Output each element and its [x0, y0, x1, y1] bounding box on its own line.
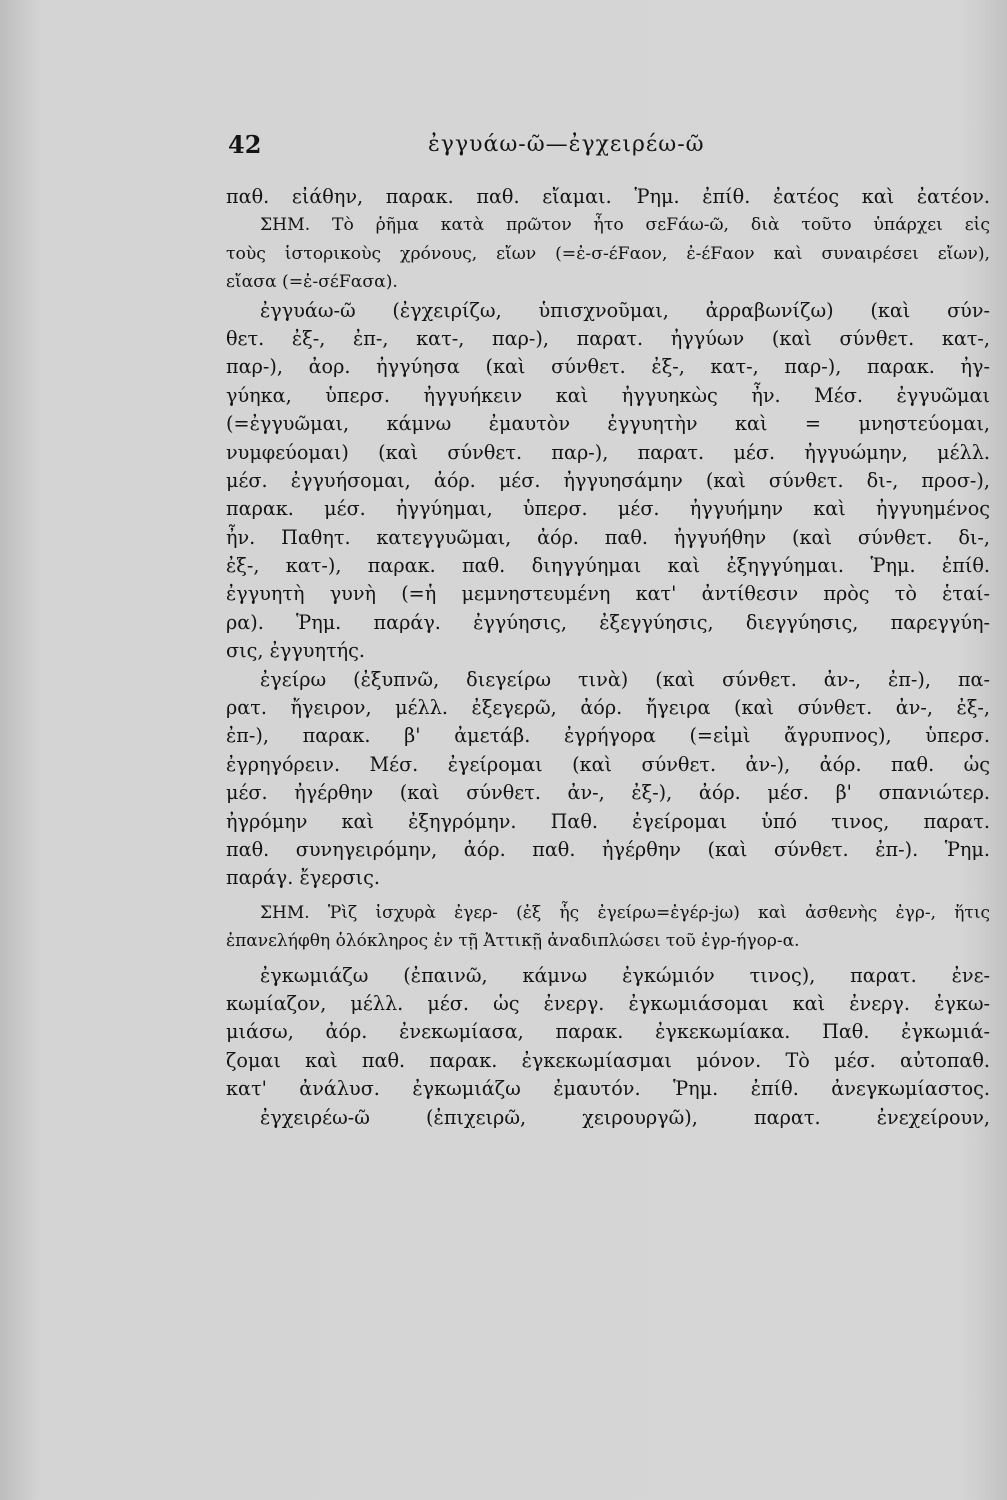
- text-line: ἠγρόμην καὶ ἐξηγρόμην. Παθ. ἐγείρομαι ὑπό τινος, παρατ.: [226, 809, 990, 833]
- note-2: [226, 899, 990, 956]
- text-line: ἐγρηγόρειν. Μέσ. ἐγείρομαι (καὶ σύνθετ. ἀν-), ἀόρ. παθ. ὡς: [226, 752, 990, 776]
- text-line: σις, ἐγγυητής.: [226, 639, 365, 663]
- text-line: εἴασα (=ἐ-σέFασα).: [226, 272, 398, 293]
- text-line: ἐγκωμιάζω (ἐπαινῶ, κάμνω ἐγκώμιόν τινος), παρατ. ἐνε-: [260, 963, 990, 987]
- text-line: τοὺς ἱστορικοὺς χρόνους, εἴων (=ἐ-σ-έFαον, ἐ-έFαον καὶ συναιρέσει εἴων),: [226, 243, 990, 264]
- text-line: παθ. συνηγειρόμην, ἀόρ. παθ. ἠγέρθην (καὶ σύνθετ. ἐπ-). Ῥημ.: [226, 837, 990, 861]
- text-line: παθ. εἰάθην, παρακ. παθ. εἴαμαι. Ῥημ. ἐπίθ. ἐατέος καὶ ἐατέον.: [226, 185, 990, 208]
- text-line: (=ἐγγυῶμαι, κάμνω ἐμαυτὸν ἐγγυητὴν καὶ = μνηστεύομαι,: [226, 412, 990, 436]
- text-line: ρα). Ῥημ. παράγ. ἐγγύησις, ἐξεγγύησις, διεγγύησις, παρεγγύη-: [226, 610, 990, 634]
- running-title: ἐγγυάω-ῶ—ἐγχειρέω-ῶ: [428, 132, 705, 157]
- entry-continuation: [226, 183, 990, 211]
- text-line: ἐγείρω (ἐξυπνῶ, διεγείρω τινὰ) (καὶ σύνθετ. ἀν-, ἐπ-), πα-: [260, 667, 990, 691]
- text-line: ρατ. ἤγειρον, μέλλ. ἐξεγερῶ, ἀόρ. ἤγειρα (καὶ σύνθετ. ἀν-, ἐξ-,: [226, 696, 990, 720]
- text-line: γύηκα, ὑπερσ. ἠγγυήκειν καὶ ἠγγυηκὼς ἦν. Μέσ. ἐγγυῶμαι: [226, 383, 990, 407]
- text-line: ἐγγυάω-ῶ (ἐγχειρίζω, ὑπισχνοῦμαι, ἀρραβωνίζω) (καὶ σύν-: [260, 298, 990, 322]
- text-line: θετ. ἐξ-, ἐπ-, κατ-, παρ-), παρατ. ἠγγύων (καὶ σύνθετ. κατ-,: [226, 326, 990, 350]
- page-body: [226, 183, 990, 1132]
- entry-egcheireo: [226, 1104, 990, 1132]
- text-line: ζομαι καὶ παθ. παρακ. ἐγκεκωμίασμαι μόνον. Τὸ μέσ. αὐτοπαθ.: [226, 1048, 990, 1072]
- text-line: μέσ. ἠγέρθην (καὶ σύνθετ. ἀν-, ἐξ-), ἀόρ. μέσ. β' σπανιώτερ.: [226, 781, 990, 805]
- text-line: παράγ. ἔγερσις.: [226, 866, 380, 890]
- text-line: παρ-), ἀορ. ἠγγύησα (καὶ σύνθετ. ἐξ-, κατ-, παρ-), παρακ. ἠγ-: [226, 355, 990, 379]
- text-line: ΣΗΜ. Τὸ ῥῆμα κατὰ πρῶτον ἦτο σεFάω-ῶ, διὰ τοῦτο ὑπάρχει εἰς: [260, 215, 990, 236]
- page-number: 42: [228, 130, 262, 159]
- text-line: κατ' ἀνάλυσ. ἐγκωμιάζω ἐμαυτόν. Ῥημ. ἐπίθ. ἀνεγκωμίαστος.: [226, 1077, 990, 1101]
- text-line: νυμφεύομαι) (καὶ σύνθετ. παρ-), παρατ. μέσ. ἠγγυώμην, μέλλ.: [226, 440, 990, 464]
- text-line: ἐπ-), παρακ. β' ἀμετάβ. ἐγρήγορα (=εἰμὶ ἄγρυπνος), ὑπερσ.: [226, 724, 990, 748]
- text-line: κωμίαζον, μέλλ. μέσ. ὡς ἐνεργ. ἐγκωμιάσομαι καὶ ἐνεργ. ἐγκω-: [226, 991, 990, 1015]
- entry-egeiro: [226, 666, 990, 893]
- text-line: μιάσω, ἀόρ. ἐνεκωμίασα, παρακ. ἐγκεκωμίακα. Παθ. ἐγκωμιά-: [226, 1020, 990, 1044]
- entry-eggyao: [226, 297, 990, 666]
- note-1: [226, 211, 990, 296]
- text-line: παρακ. μέσ. ἠγγύημαι, ὑπερσ. μέσ. ἠγγυήμην καὶ ἠγγυημένος: [226, 497, 990, 521]
- text-line: ἐπανελήφθη ὁλόκληρος ἐν τῇ Ἀττικῇ ἀναδιπλώσει τοῦ ἐγρ-ήγορ-α.: [226, 931, 800, 952]
- text-line: ΣΗΜ. Ῥὶζ ἰσχυρὰ ἐγερ- (ἐξ ἧς ἐγείρω=ἐγέρ-jω) καὶ ἀσθενὴς ἐγρ-, ἥτις: [260, 902, 990, 923]
- text-line: ἐγχειρέω-ῶ (ἐπιχειρῶ, χειρουργῶ), παρατ. ἐνεχείρουν,: [260, 1105, 990, 1129]
- text-line: ἐγγυητὴ γυνὴ (=ἡ μεμνηστευμένη κατ' ἀντίθεσιν πρὸς τὸ ἑταί-: [226, 582, 990, 606]
- text-line: μέσ. ἐγγυήσομαι, ἀόρ. μέσ. ἠγγυησάμην (καὶ σύνθετ. δι-, προσ-),: [226, 468, 990, 492]
- text-line: ἐξ-, κατ-), παρακ. παθ. διηγγύημαι καὶ ἐξηγγύημαι. Ῥημ. ἐπίθ.: [226, 554, 990, 578]
- text-line: ἦν. Παθητ. κατεγγυῶμαι, ἀόρ. παθ. ἠγγυήθην (καὶ σύνθετ. δι-,: [226, 525, 990, 549]
- entry-egkomiazo: [226, 962, 990, 1104]
- page-header: [228, 130, 798, 166]
